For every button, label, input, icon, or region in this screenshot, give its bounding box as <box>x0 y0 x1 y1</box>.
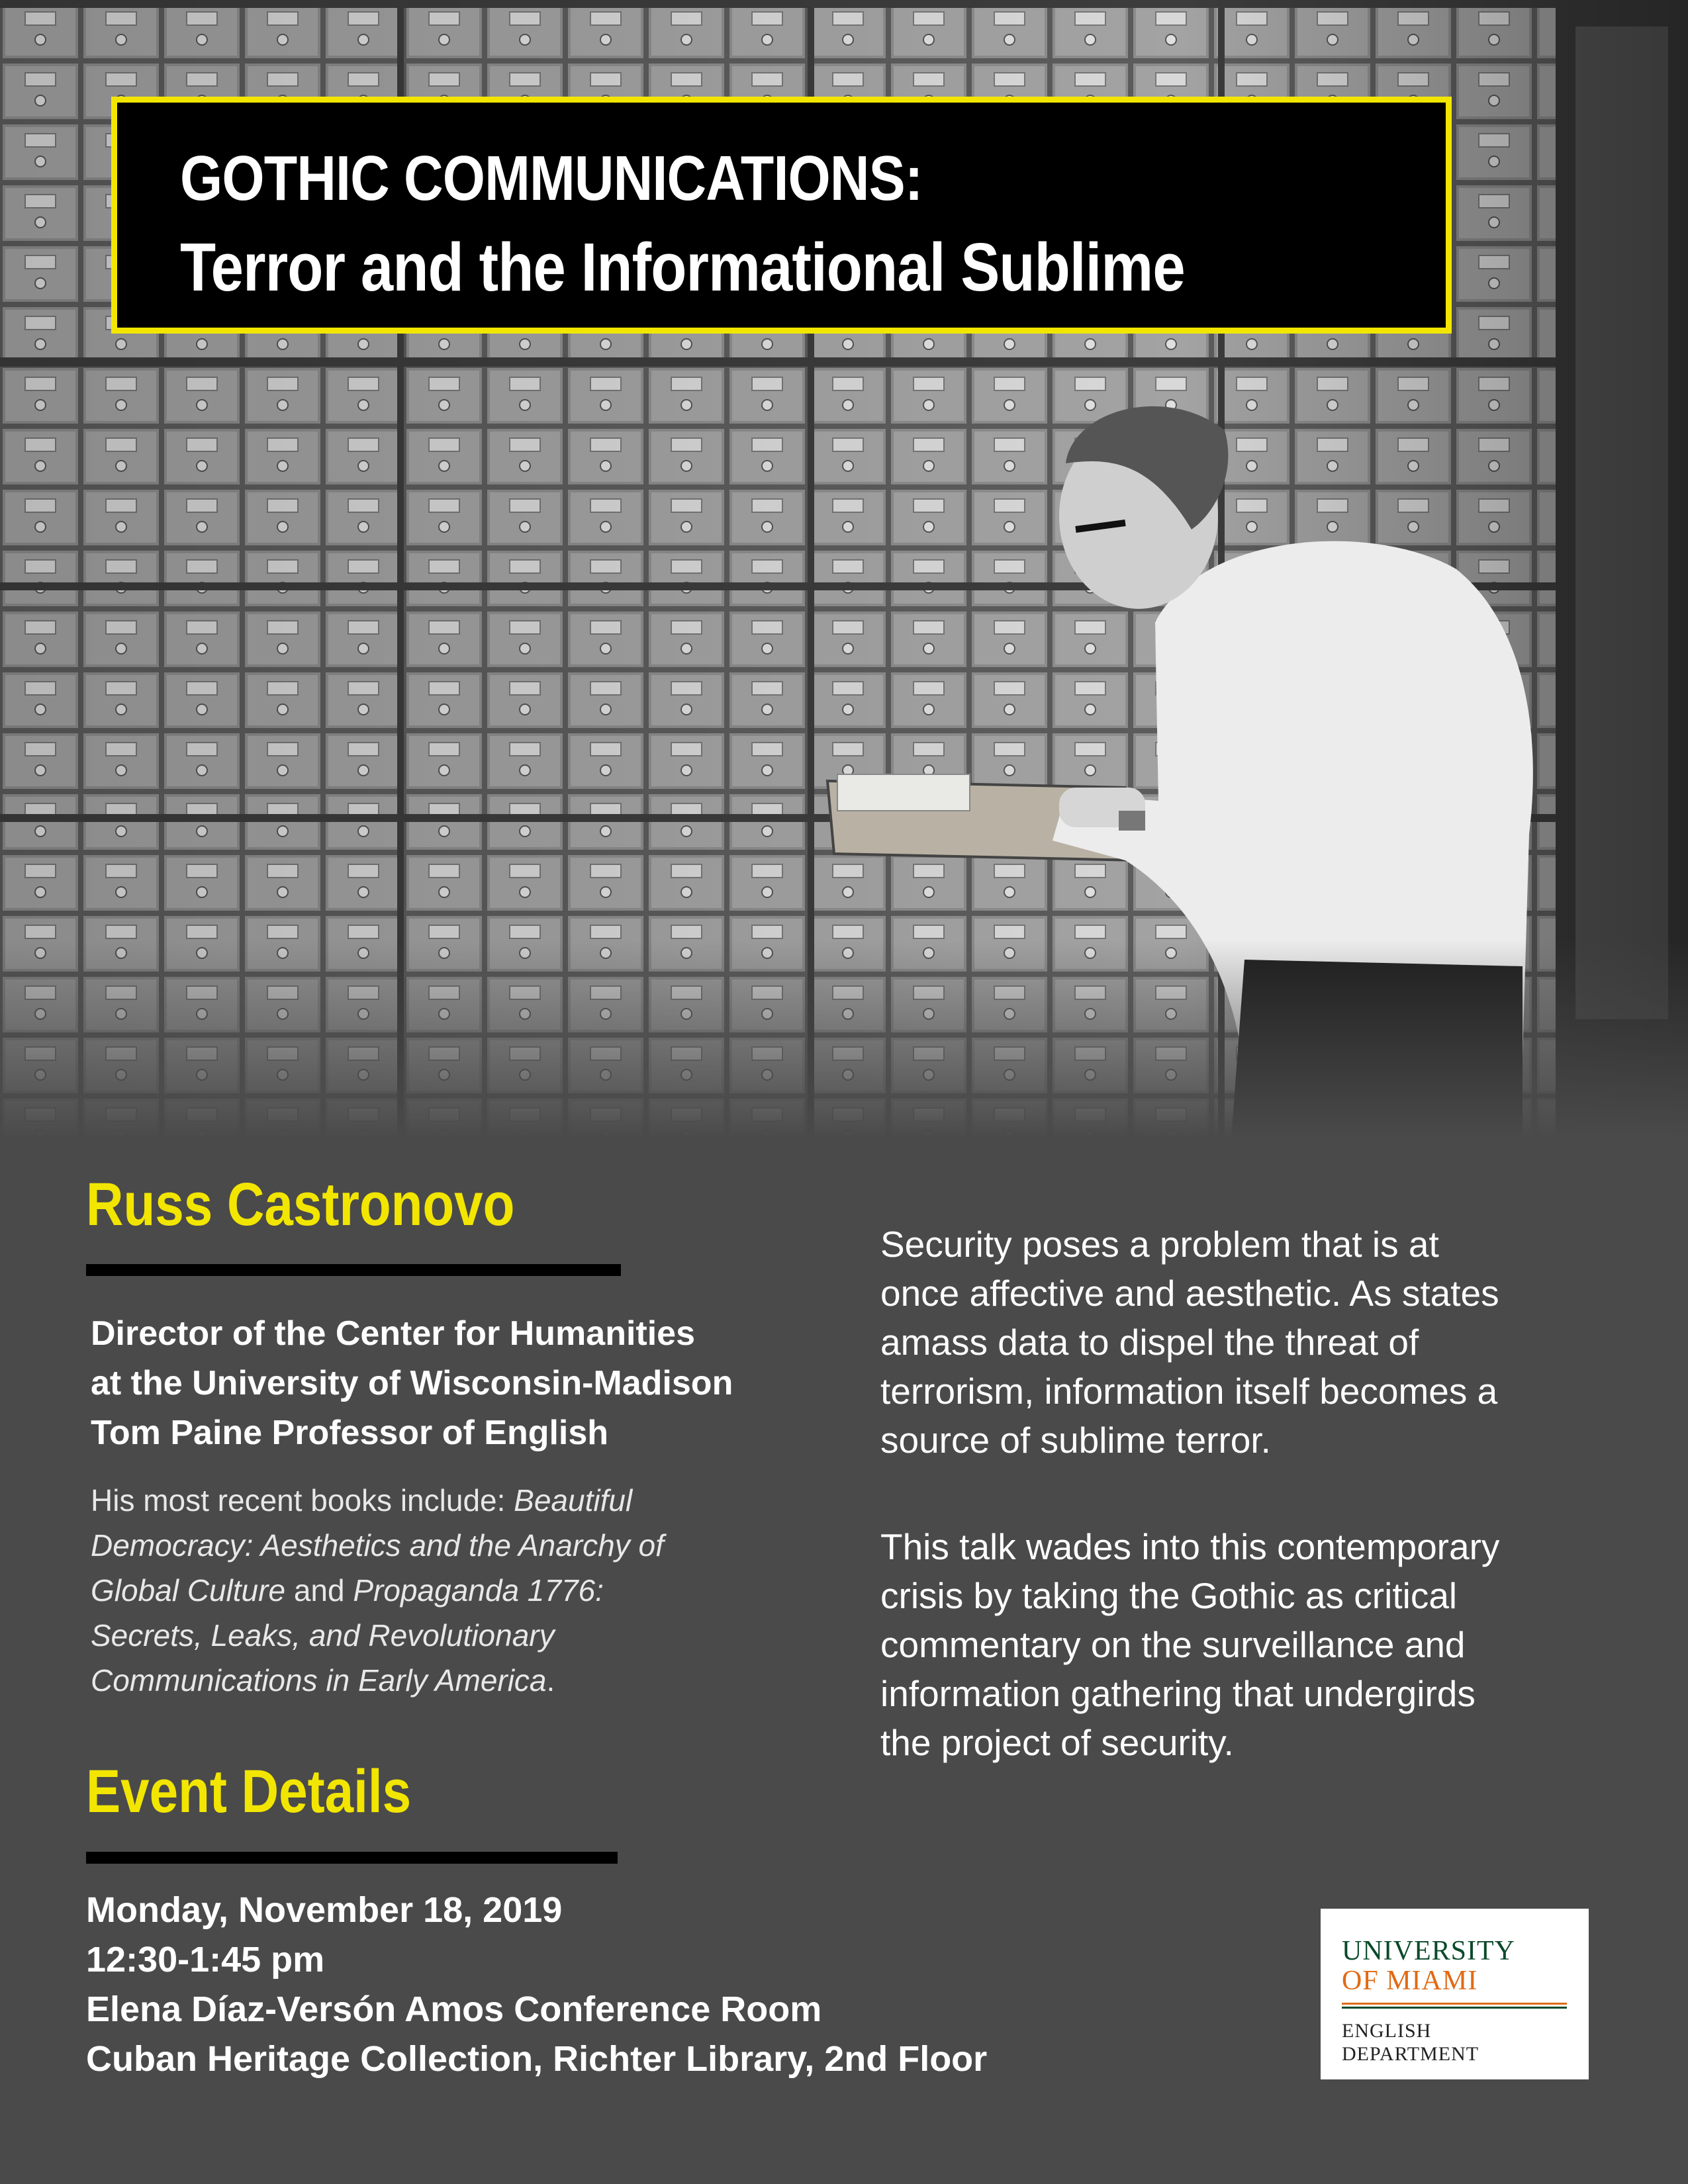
books-line-5 <box>91 1662 555 1698</box>
speaker-name: Russ Castronovo <box>86 1171 515 1238</box>
speaker-title-line-2: at the University of Wisconsin-Madison <box>91 1364 733 1402</box>
abstract-p2-line-3: commentary on the surveillance and <box>880 1624 1466 1665</box>
abstract-p2-line-2: crisis by taking the Gothic as critical <box>880 1575 1458 1616</box>
abstract-p1-line-5: source of sublime terror. <box>880 1420 1271 1461</box>
speaker-title-line-3: Tom Paine Professor of English <box>91 1414 609 1452</box>
abstract-p1-line-4: terrorism, information itself becomes a <box>880 1371 1498 1412</box>
books-line-4 <box>91 1617 555 1653</box>
abstract-p2-line-1: This talk wades into this contemporary <box>880 1526 1500 1567</box>
event-date: Monday, November 18, 2019 <box>86 1890 563 1930</box>
speaker-title-line-1: Director of the Center for Humanities <box>91 1314 696 1353</box>
event-location: Cuban Heritage Collection, Richter Library, 2nd Floor <box>86 2039 988 2079</box>
books-intro: His most recent books include: <box>91 1483 514 1518</box>
book-title-part: Propaganda 1776: <box>353 1573 604 1608</box>
abstract-p1-line-3: amass data to dispel the threat of <box>880 1322 1419 1363</box>
books-line-3 <box>91 1572 604 1608</box>
title-box <box>111 97 1452 334</box>
books-period: . <box>546 1663 555 1698</box>
abstract-p1-line-2: once affective and aesthetic. As states <box>880 1273 1499 1314</box>
book-title-part: Communications in Early America <box>91 1663 547 1698</box>
abstract-p2-line-4: information gathering that undergirds <box>880 1673 1476 1714</box>
logo-orange-rule <box>1342 2003 1567 2005</box>
books-line-1 <box>91 1482 632 1518</box>
event-divider <box>86 1852 618 1864</box>
university-logo <box>1321 1909 1589 2079</box>
logo-green-rule <box>1342 2007 1567 2009</box>
book-title-part: Global Culture <box>91 1573 286 1608</box>
title-line-1: GOTHIC COMMUNICATIONS: <box>180 143 923 214</box>
event-heading: Event Details <box>86 1758 412 1825</box>
book-title-part: Democracy: Aesthetics and the Anarchy of <box>91 1528 664 1563</box>
books-line-2 <box>91 1527 664 1563</box>
books-conjunction: and <box>285 1573 353 1608</box>
abstract-p1-line-1: Security poses a problem that is at <box>880 1224 1439 1265</box>
logo-of-miami: OF MIAMI <box>1342 1966 1478 1996</box>
abstract-p2-line-5: the project of security. <box>880 1722 1234 1763</box>
speaker-divider <box>86 1264 621 1276</box>
logo-english: ENGLISH <box>1342 2020 1432 2042</box>
logo-university: UNIVERSITY <box>1342 1936 1515 1966</box>
title-line-2: Terror and the Informational Sublime <box>180 229 1185 305</box>
logo-department: DEPARTMENT <box>1342 2043 1479 2065</box>
book-title-part: Beautiful <box>514 1483 633 1518</box>
event-room: Elena Díaz-Versón Amos Conference Room <box>86 1989 822 2029</box>
book-title-part: Secrets, Leaks, and Revolutionary <box>91 1618 555 1653</box>
event-time: 12:30-1:45 pm <box>86 1940 325 1979</box>
